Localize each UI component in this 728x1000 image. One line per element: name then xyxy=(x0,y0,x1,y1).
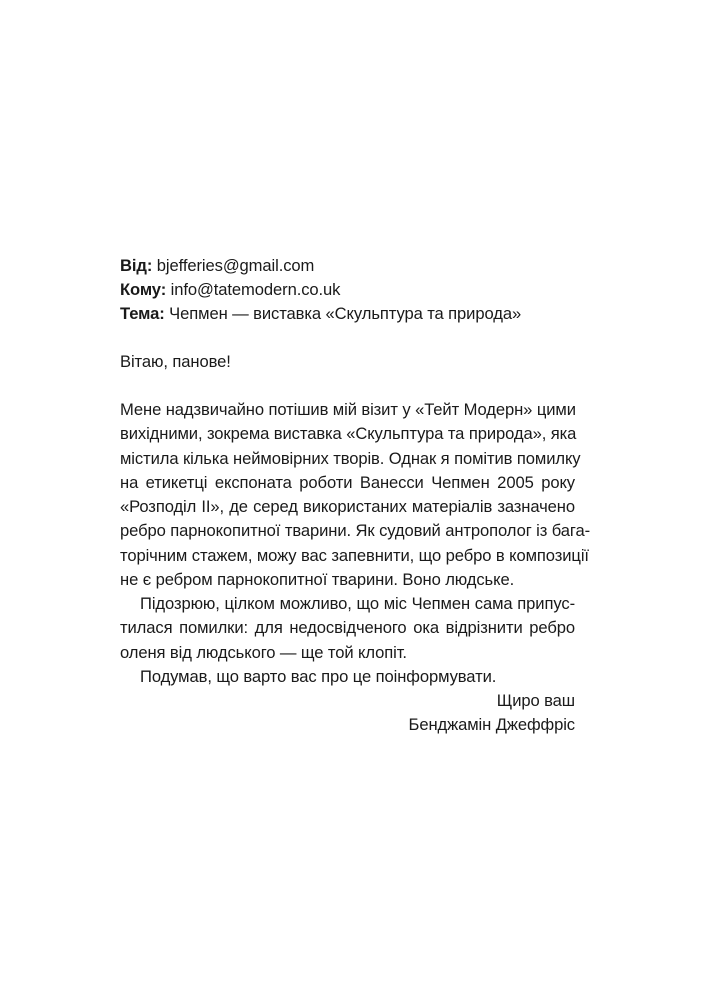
from-label: Від: xyxy=(120,256,153,275)
email-letter xyxy=(120,254,591,738)
letter-signature: Бенджамін Джеффріс xyxy=(408,715,575,735)
letter-closing: Щиро ваш xyxy=(496,691,575,710)
text-line: Мене надзвичайно потішив мій візит у «Тейт Модерн» цими xyxy=(120,400,576,419)
text-line: не є ребром парнокопитної тварини. Воно людське. xyxy=(120,569,515,589)
to-value: info@tatemodern.co.uk xyxy=(170,280,341,299)
text-line: вихідними, зокрема виставка «Скульптура та природа», яка xyxy=(120,424,577,444)
email-to-line xyxy=(120,278,575,302)
email-subject-line xyxy=(120,302,575,326)
text-line: «Розподіл II», де серед використаних матеріалів зазначено xyxy=(120,497,575,516)
text-line: торічним стажем, можу вас запевнити, що ребро в композиції xyxy=(120,545,589,565)
letter-greeting: Вітаю, панове! xyxy=(120,352,231,371)
email-from-line xyxy=(120,254,575,278)
letter-paragraph-3 xyxy=(120,665,575,689)
text-line: на етикетці експоната роботи Ванесси Чепмен 2005 року xyxy=(120,472,575,492)
letter-paragraph-1 xyxy=(120,398,591,592)
subject-value: Чепмен — виставка «Скульптура та природа» xyxy=(169,304,522,323)
text-line: Підозрюю, цілком можливо, що міс Чепмен сама припус- xyxy=(140,594,575,613)
text-line: оленя від людського — ще той клопіт. xyxy=(120,642,407,662)
from-value: bjefferies@gmail.com xyxy=(156,256,315,275)
text-line: ребро парнокопитної тварини. Як судовий антрополог із бага- xyxy=(120,521,591,541)
text-line: Подумав, що варто вас про це поінформувати. xyxy=(140,666,497,686)
text-line: тилася помилки: для недосвідченого ока відрізнити ребро xyxy=(120,618,575,638)
subject-label: Тема: xyxy=(120,304,165,323)
to-label: Кому: xyxy=(120,280,167,299)
text-line: містила кілька неймовірних творів. Однак я помітив помилку xyxy=(120,448,581,468)
letter-paragraph-2 xyxy=(120,592,575,665)
